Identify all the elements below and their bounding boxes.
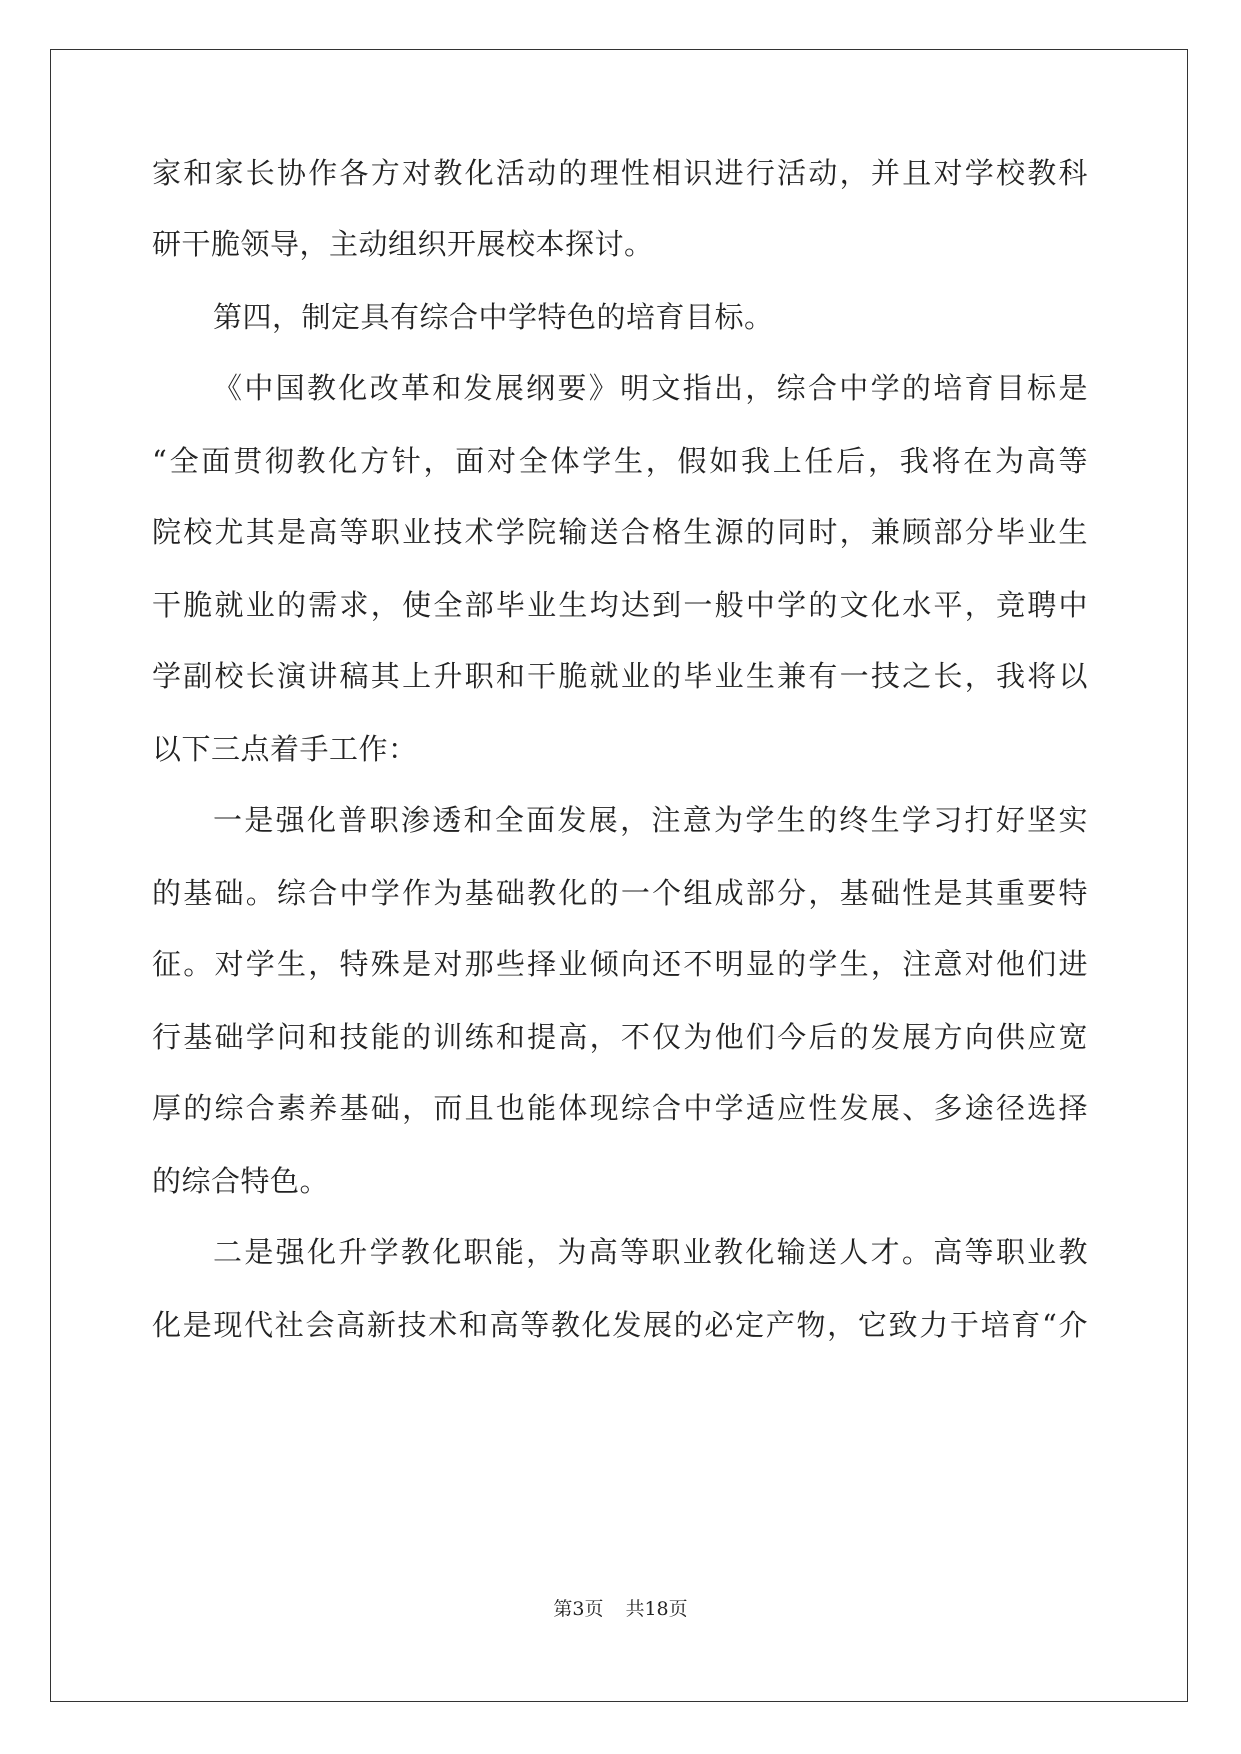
page-footer bbox=[0, 1597, 1241, 1621]
text-line: 的综合特色。 bbox=[152, 1164, 330, 1198]
text-line: 以下三点着手工作： bbox=[152, 732, 418, 766]
text-line: 第四，制定具有综合中学特色的培育目标。 bbox=[213, 300, 774, 334]
text-line: 院校尤其是高等职业技术学院输送合格生源的同时，兼顾部分毕业生 bbox=[152, 515, 1088, 549]
text-line: 学副校长演讲稿其上升职和干脆就业的毕业生兼有一技之长，我将以 bbox=[152, 659, 1088, 693]
text-line: 的基础。综合中学作为基础教化的一个组成部分，基础性是其重要特 bbox=[152, 876, 1088, 910]
text-line: 家和家长协作各方对教化活动的理性相识进行活动，并且对学校教科 bbox=[152, 156, 1088, 190]
page-number: 第3页 bbox=[553, 1598, 604, 1620]
page-total: 共18页 bbox=[625, 1598, 688, 1620]
text-line: 行基础学问和技能的训练和提高，不仅为他们今后的发展方向供应宽 bbox=[152, 1020, 1088, 1054]
text-line: 化是现代社会高新技术和高等教化发展的必定产物，它致力于培育“介 bbox=[152, 1308, 1088, 1342]
text-line: 征。对学生，特殊是对那些择业倾向还不明显的学生，注意对他们进 bbox=[152, 947, 1088, 981]
text-line: 《中国教化改革和发展纲要》明文指出，综合中学的培育目标是 bbox=[213, 371, 1088, 405]
text-line: 一是强化普职渗透和全面发展，注意为学生的终生学习打好坚实 bbox=[213, 803, 1088, 837]
text-line: “全面贯彻教化方针，面对全体学生，假如我上任后，我将在为高等 bbox=[152, 444, 1088, 478]
text-line: 二是强化升学教化职能，为高等职业教化输送人才。高等职业教 bbox=[213, 1235, 1088, 1269]
text-line: 研干脆领导，主动组织开展校本探讨。 bbox=[152, 227, 654, 261]
text-line: 厚的综合素养基础，而且也能体现综合中学适应性发展、多途径选择 bbox=[152, 1091, 1088, 1125]
text-line: 干脆就业的需求，使全部毕业生均达到一般中学的文化水平，竞聘中 bbox=[152, 588, 1088, 622]
